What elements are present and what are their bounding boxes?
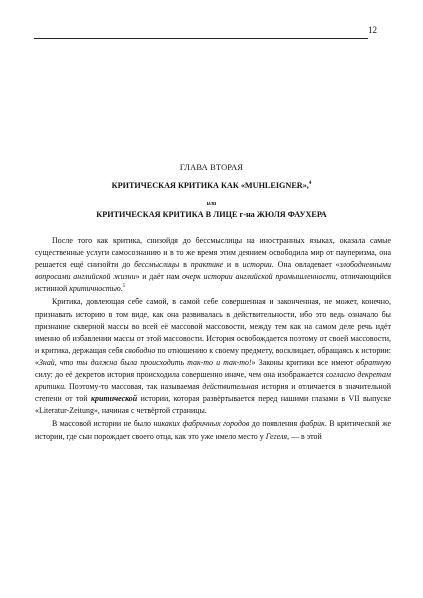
text-run: » Законы критики все имеют	[251, 357, 357, 367]
title-conjunction: или	[206, 201, 217, 207]
text-run: до появления	[249, 419, 300, 429]
italic-run: злободневными вопросами английской жизни	[35, 260, 391, 282]
italic-run: никаких фабричных городов	[153, 419, 250, 429]
chapter-heading: ГЛАВА ВТОРАЯ	[179, 163, 244, 172]
italic-run: истории	[242, 260, 272, 270]
italic-run: бессмыслицы	[134, 260, 180, 270]
chapter-title-secondary: КРИТИЧЕСКАЯ КРИТИКА В ЛИЦЕ г-на ЖЮЛЯ ФАУХЕРА	[96, 210, 327, 219]
paragraph-1	[35, 235, 391, 295]
text-run: . Поэтому-то массовая, так называемая	[64, 382, 203, 392]
text-run: в	[179, 260, 191, 270]
paragraph-3	[35, 418, 391, 442]
italic-run: фабрик	[299, 419, 325, 429]
text-run: силу: до её декретов история происходила совершенно иначе, чем она изображается	[35, 370, 326, 380]
italic-run: обратную	[356, 357, 392, 367]
paragraph-2	[35, 296, 391, 417]
text-run: .	[120, 284, 123, 294]
footnote-ref-5: 5	[122, 284, 126, 290]
text-run: После того как критика, снизойдя до бессмыслицы на иностранных языках, оказала самые существенные услуги самосознанию и в то же время этим деянием освободила мир от пауперизма, она решается ещё снизойти до	[35, 236, 391, 270]
italic-run: практике	[190, 260, 224, 270]
text-run: история и отличается в значительной степени от той	[35, 382, 391, 404]
text-run: и в	[223, 260, 243, 270]
text-run: , отличающийся истинной	[35, 272, 391, 294]
chapter-title-primary	[20, 181, 403, 191]
bold-italic-run: критической	[90, 394, 138, 404]
text-run: . В критической же истории, где сын порождает своего отца, как это уже имело место у	[35, 419, 391, 441]
header-rule	[34, 38, 368, 39]
page-number: 12	[368, 25, 377, 35]
italic-run: Гегеля	[265, 431, 288, 441]
italic-run: действительная	[202, 382, 259, 392]
body-text	[35, 235, 391, 443]
text-run: , — в этой	[287, 431, 322, 441]
footnote-ref-4: 4	[308, 181, 312, 186]
italic-run: Знай, что ты должна была происходить так-то и так-то!	[38, 357, 252, 367]
italic-run: критичностью	[69, 284, 121, 294]
text-run: истории, которая развёртывается перед нашими глазами в VII выпуске «Literatur-Zeitung», начиная с четвёртой страницы.	[35, 394, 392, 416]
text-run: Критика, довлеющая себе самой, в самой себе совершенная и законченная, не может, конечно, признавать историю в том виде, как она развивалась в действительности, ибо это ведь означало бы признание скверной массы во всей её массовой массовости, между тем как на самом деле речь идёт именно об избавлении массы от этой массовости. История освобождается поэтому от своей массовости, и критика, держащая себя	[35, 297, 391, 355]
italic-run: согласно декретам критики	[35, 370, 391, 392]
text-run: » и даёт нам	[135, 272, 183, 282]
text-run: . Она овладевает «	[271, 260, 340, 270]
italic-run: очерк истории английской промышленности	[182, 272, 336, 282]
text-run: по отношению к своему предмету, восклицает, обращаясь к истории: «	[35, 345, 391, 367]
title-primary-text: КРИТИЧЕСКАЯ КРИТИКА КАК «MUHLEIGNER»,	[111, 181, 309, 190]
italic-run: свободно	[124, 345, 156, 355]
text-run: В массовой истории не было	[52, 419, 154, 429]
